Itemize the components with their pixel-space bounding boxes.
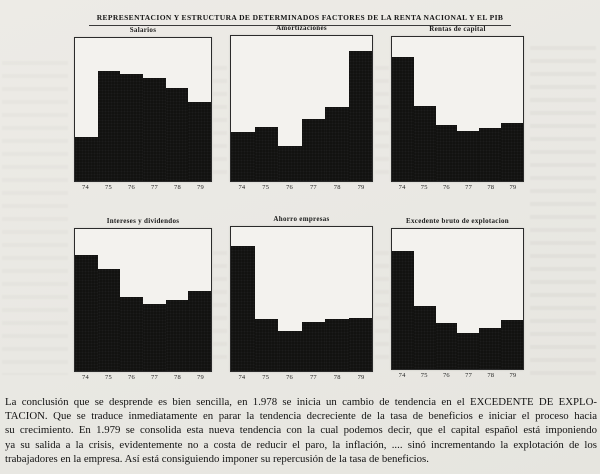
bar-79 — [188, 102, 211, 181]
year-label-78: 78 — [487, 184, 495, 191]
year-label-75: 75 — [262, 184, 270, 191]
bar-75 — [255, 127, 279, 181]
chart-plot-box — [230, 226, 373, 372]
chart-bars — [75, 38, 211, 181]
page-bleedthrough-noise — [213, 245, 227, 365]
bar-79 — [501, 123, 523, 181]
year-label-78: 78 — [174, 374, 181, 381]
year-label-77: 77 — [465, 372, 473, 379]
bar-74 — [392, 251, 414, 369]
bar-76 — [120, 74, 143, 181]
chart-excedente-bruto-de-explotacion — [391, 217, 524, 381]
bar-78 — [479, 128, 501, 181]
year-label-76: 76 — [442, 184, 450, 191]
bar-75 — [98, 269, 121, 371]
bar-78 — [166, 88, 189, 181]
year-label-76: 76 — [442, 372, 450, 379]
year-label-75: 75 — [105, 374, 112, 381]
page-bleedthrough-noise — [375, 60, 389, 180]
year-label-75: 75 — [420, 184, 428, 191]
figure-title-text: REPRESENTACION Y ESTRUCTURA DE DETERMINADOS FACTORES DE LA RENTA NACIONAL Y EL PIB — [89, 13, 512, 26]
year-label-79: 79 — [357, 184, 365, 191]
bar-75 — [414, 306, 436, 369]
chart-year-labels — [391, 184, 524, 193]
chart-year-labels — [391, 372, 524, 381]
year-label-79: 79 — [197, 184, 204, 191]
bar-79 — [501, 320, 523, 369]
bar-74 — [75, 255, 98, 371]
chart-plot-box — [74, 37, 212, 182]
bar-76 — [278, 146, 302, 181]
year-label-79: 79 — [357, 374, 365, 381]
bar-74 — [75, 137, 98, 181]
chart-bars — [75, 229, 211, 371]
bar-74 — [231, 246, 255, 371]
bar-77 — [457, 131, 479, 181]
bar-77 — [143, 78, 166, 181]
chart-bars — [231, 36, 372, 181]
chart-title: Rentas de capital — [429, 25, 486, 33]
chart-intereses-y-dividendos — [74, 217, 212, 383]
paragraph-line: La conclusión que se desprende es bien sencilla, en 1.978 se inicia un cambio de tendencia en el EXCEDENTE DE EXPLO- — [5, 396, 597, 408]
year-label-77: 77 — [151, 184, 158, 191]
bar-77 — [143, 304, 166, 371]
year-label-74: 74 — [398, 372, 406, 379]
chart-title: Salarios — [129, 26, 157, 34]
year-label-79: 79 — [509, 184, 517, 191]
chart-salarios — [74, 26, 212, 193]
chart-title: Ahorro empresas — [273, 215, 330, 223]
bar-77 — [457, 333, 479, 369]
bar-76 — [436, 323, 458, 369]
paragraph-line: su crecimiento. En 1.979 se consolida esta nueva tendencia con la cual podemos decir, que el capital español está imponiendo — [5, 424, 597, 437]
bar-78 — [325, 107, 349, 181]
paragraph-line: TACION. Que se traduce inmediatamente en parar la tendencia decreciente de la tasa de beneficios e iniciar el proceso hacia — [5, 410, 597, 423]
chart-bars — [392, 229, 523, 369]
year-label-75: 75 — [420, 372, 428, 379]
year-label-78: 78 — [333, 184, 341, 191]
year-label-77: 77 — [309, 184, 317, 191]
body-paragraph — [5, 395, 597, 466]
chart-year-labels — [230, 184, 373, 193]
bar-76 — [436, 125, 458, 181]
page-bleedthrough-noise — [375, 245, 389, 365]
year-label-74: 74 — [398, 184, 406, 191]
year-label-75: 75 — [262, 374, 270, 381]
bar-78 — [166, 300, 189, 371]
bar-76 — [278, 331, 302, 371]
bar-75 — [255, 319, 279, 371]
chart-title: Excedente bruto de explotacion — [406, 217, 509, 225]
chart-bars — [392, 37, 523, 181]
bar-75 — [414, 106, 436, 181]
year-label-74: 74 — [238, 374, 246, 381]
chart-year-labels — [74, 184, 212, 193]
bar-77 — [302, 119, 326, 181]
year-label-78: 78 — [487, 372, 495, 379]
year-label-79: 79 — [197, 374, 204, 381]
chart-plot-box — [74, 228, 212, 372]
year-label-75: 75 — [105, 184, 112, 191]
year-label-76: 76 — [286, 374, 294, 381]
bar-78 — [479, 328, 501, 369]
year-label-74: 74 — [238, 184, 246, 191]
year-label-76: 76 — [128, 184, 135, 191]
chart-rentas-de-capital — [391, 25, 524, 193]
year-label-74: 74 — [82, 184, 89, 191]
chart-bars — [231, 227, 372, 371]
year-label-78: 78 — [174, 184, 181, 191]
chart-ahorro-empresas — [230, 215, 373, 383]
chart-plot-box — [391, 36, 524, 182]
year-label-77: 77 — [151, 374, 158, 381]
year-label-79: 79 — [509, 372, 517, 379]
year-label-78: 78 — [333, 374, 341, 381]
bar-76 — [120, 297, 143, 371]
bar-79 — [349, 318, 373, 371]
year-label-77: 77 — [465, 184, 473, 191]
year-label-76: 76 — [128, 374, 135, 381]
year-label-74: 74 — [82, 374, 89, 381]
bar-74 — [231, 132, 255, 181]
paragraph-line: trabajadores en la empresa. Así está consiguiendo imponer su repercusión de la tasa de beneficios. — [5, 452, 429, 465]
page-bleedthrough-noise — [530, 40, 596, 380]
bar-75 — [98, 71, 121, 181]
bar-79 — [188, 291, 211, 371]
chart-year-labels — [74, 374, 212, 383]
chart-plot-box — [391, 228, 524, 370]
bar-74 — [392, 57, 414, 181]
bar-77 — [302, 322, 326, 371]
chart-plot-box — [230, 35, 373, 182]
year-label-76: 76 — [286, 184, 294, 191]
chart-title: Amortizaciones — [276, 24, 327, 32]
chart-title: Intereses y dividendos — [106, 217, 180, 225]
bar-79 — [349, 51, 373, 182]
bar-78 — [325, 319, 349, 371]
year-label-77: 77 — [309, 374, 317, 381]
paragraph-line: ya su salida a la crisis, evidentemente no a costa de reducir el paro, la inflación, .... sinó incrementando la explotación de los — [5, 438, 597, 451]
chart-year-labels — [230, 374, 373, 383]
chart-amortizaciones — [230, 24, 373, 193]
page-bleedthrough-noise — [213, 60, 227, 180]
page-bleedthrough-noise — [2, 55, 68, 375]
